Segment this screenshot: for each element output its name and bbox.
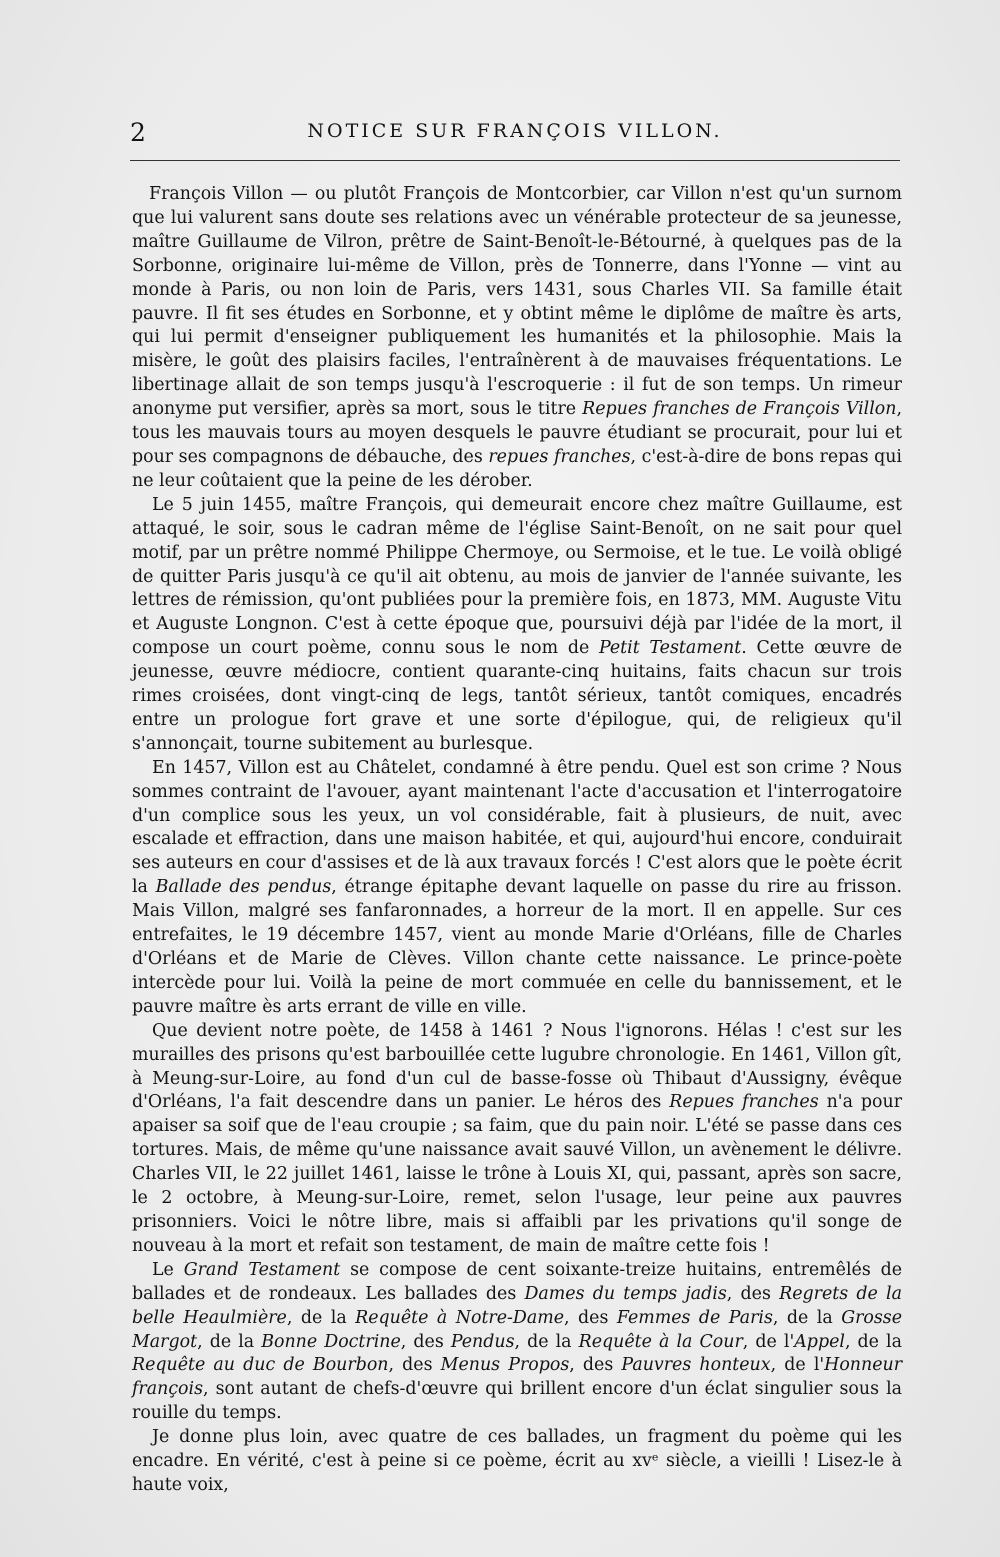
text-run: , de la [844,1331,902,1352]
text-run: Que devient notre poète, de 1458 à 1461 ? Nous l'ignorons. Hélas ! c'est sur les murailles des prisons qu'est barbouillée cette lugubre chronologie. En 1461, Villon gît, à Meung-sur-Loire, au fond d'un cul de basse-fosse où Thibaut d'Aussigny, évêque d'Orléans, l'a fait descendre dans un panier. Le héros des [132,1020,902,1113]
text-run: , des [400,1331,451,1352]
text-run: , de la [514,1331,579,1352]
text-run: , des [569,1355,622,1376]
text-run: , c'est-à-dire de bons repas qui ne leur coûtaient que la peine de les dérober. [132,446,902,491]
header-rule [130,160,900,161]
text-run: François Villon — ou plutôt François de Montcorbier, car Villon n'est qu'un surnom que lui valurent sans doute ses relations avec un vénérable protecteur de sa jeunesse, maître Guillaume de Vilron, prêtre de Saint-Benoît-le-Bétourné, à quelques pas de la Sorbonne, originaire lui-même de Villon, près de Tonnerre, dans l'Yonne — vint au monde à Paris, ou non loin de Paris, vers 1431, sous Charles VII. Sa famille était pauvre. Il fit ses études en Sorbonne, et y obtint même le diplôme de maître ès arts, qui lui permit d'enseigner publiquement les humanités et la philosophie. Mais la misère, le goût des plaisirs faciles, l'entraînèrent à de mauvaises fréquentations. Le libertinage allait de son temps jusqu'à l'escroquerie : il fut de son temps. Un rimeur anonyme put versifier, après sa mort, sous le titre [132,184,902,420]
paragraph [132,494,902,757]
text-run: Le [152,1259,184,1280]
text-run: Le 5 juin 1455, maître François, qui demeurait encore chez maître Guillaume, est attaqué, le soir, sous le cadran même de l'église Saint-Benoît, on ne sait pour quel motif, par un prêtre nommé Philippe Chermoye, ou Sermoise, et le tue. Le voilà obligé de quitter Paris jusqu'à ce qu'il ait obtenu, au mois de janvier de l'année suivante, les lettres de rémission, qu'ont publiées pour la première fois, en 1873, MM. Auguste Vitu et Auguste Longnon. C'est à cette époque que, poursuivi déjà par l'idée de la mort, il compose un court poème, connu sous le nom de [132,494,902,659]
italic-title: Ballade des pendus [155,877,332,898]
italic-title: Repues franches de François Villon [582,399,897,420]
text-run: , sont autant de chefs-d'œuvre qui brillent encore d'un éclat singulier sous la rouille du temps. [132,1379,902,1424]
italic-title: Regrets de la belle Heaulmière [132,1283,902,1328]
italic-title: Requête à Notre-Dame [355,1307,565,1328]
text-run: Je donne plus loin, avec quatre de ces ballades, un fragment du poème qui les encadre. En vérité, c'est à peine si ce poème, écrit au xvᵉ siècle, a vieilli ! Lisez-le à haute voix, [132,1427,902,1495]
page-header [130,118,900,158]
italic-title: Menus Propos [440,1355,570,1376]
italic-title: Requête au duc de Bourbon [132,1355,389,1376]
italic-title: Grand Testament [183,1259,341,1280]
text-run: , des [388,1355,441,1376]
paragraph [132,1259,902,1426]
italic-title: Pauvres honteux [621,1355,771,1376]
text-run: , des [564,1307,617,1328]
text-run: se compose de cent soixante-treize huitains, entremêlés de ballades et de rondeaux. Les ballades des [132,1259,903,1304]
text-run: , de l' [770,1355,825,1376]
running-title: NOTICE SUR FRANÇOIS VILLON. [307,120,723,142]
text-run: , de la [772,1307,842,1328]
paragraph [132,757,902,1020]
paragraph [132,183,902,494]
paragraph [132,1020,902,1259]
italic-title: Honneur françois [132,1355,903,1400]
text-run: , de la [286,1307,356,1328]
text-run: , étrange épitaphe devant laquelle on passe du rire au frisson. Mais Villon, malgré ses fanfaronnades, a horreur de la mort. Il en appelle. Sur ces entrefaites, le 19 décembre 1457, vient au monde Marie d'Orléans, fille de Charles d'Orléans et de Marie de Clèves. Villon chante cette naissance. Le prince-poète intercède pour lui. Voilà la peine de mort commuée en celle du bannissement, et le pauvre maître ès arts errant de ville en ville. [132,877,902,1017]
italic-title: Bonne Doctrine [261,1331,401,1352]
body-text [132,183,902,1498]
italic-title: Repues franches [669,1092,819,1113]
italic-title: Dames du temps jadis [524,1283,727,1304]
text-run: , de l' [742,1331,795,1352]
paragraph [132,1426,902,1498]
italic-title: Petit Testament [598,638,742,659]
text-run: , tous les mauvais tours au moyen desquels le pauvre étudiant se procurait, pour lui et pour ses compagnons de débauche, des [132,399,902,467]
italic-title: Grosse Margot [132,1307,903,1352]
italic-title: Femmes de Paris [616,1307,773,1328]
text-run: n'a pour apaiser sa soif que de l'eau croupie ; sa faim, que du pain noir. L'été se passe dans ces tortures. Mais, de même qu'une naissance avait sauvé Villon, un avènement le délivre. Charles VII, le 22 juillet 1461, laisse le trône à Louis XI, qui, passant, après son sacre, le 2 octobre, à Meung-sur-Loire, remet, selon l'usage, leur peine aux pauvres prisonniers. Voici le nôtre libre, mais si affaibli par les privations qu'il songe de nouveau à la mort et refait son testament, de main de maître cette fois ! [132,1092,903,1256]
text-run: , de la [197,1331,262,1352]
text-run: En 1457, Villon est au Châtelet, condamné à être pendu. Quel est son crime ? Nous sommes contraint de l'avouer, ayant maintenant l'acte d'accusation et l'interrogatoire d'un complice sous les yeux, un vol considérable, fait à plusieurs, de nuit, avec escalade et effraction, dans une maison habitée, et qui, aujourd'hui encore, conduirait ses auteurs en cour d'assises et de là aux travaux forcés ! C'est alors que le poète écrit la [132,757,902,898]
italic-title: Requête à la Cour [578,1331,743,1352]
page-number: 2 [130,118,147,147]
italic-title: repues franches [488,446,631,467]
text-run: . Cette œuvre de jeunesse, œuvre médiocre, contient quarante-cinq huitains, faits chacun sur trois rimes croisées, dont vingt-cinq de legs, tantôt sérieux, tantôt comiques, encadrés entre un prologue fort grave et une sorte d'épilogue, qui, de religieux qu'il s'annonçait, tourne subitement au burlesque. [132,638,902,754]
italic-title: Appel [794,1331,845,1352]
italic-title: Pendus [450,1331,515,1352]
text-run: , des [726,1283,780,1304]
